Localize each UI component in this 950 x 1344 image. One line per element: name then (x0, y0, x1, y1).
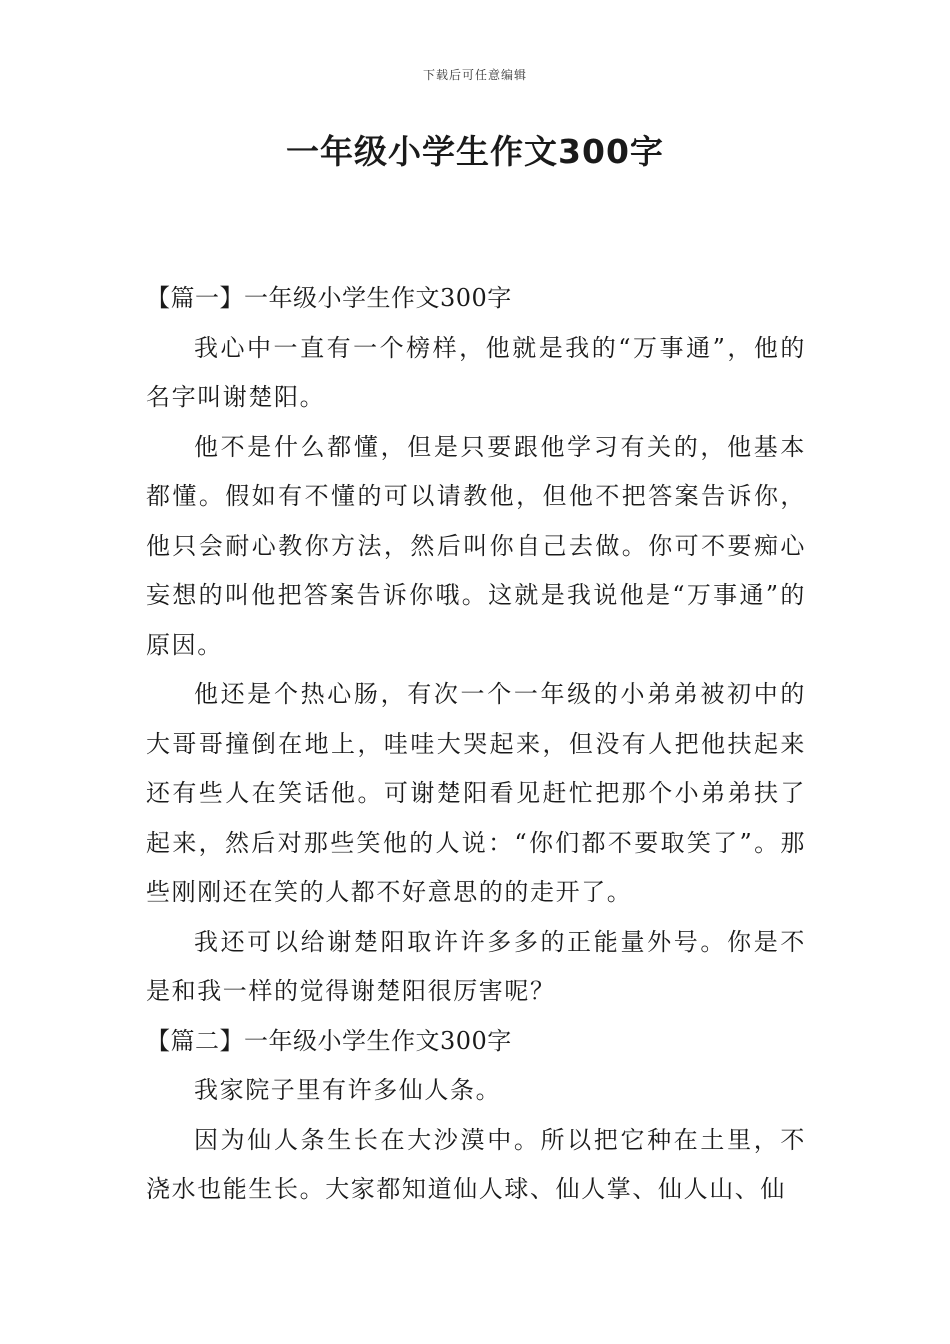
document-title: 一年级小学生作文300字 (286, 132, 664, 171)
document-body (146, 274, 806, 1215)
paragraph: 他不是什么都懂，但是只要跟他学习有关的，他基本都懂。假如有不懂的可以请教他，但他不把答案告诉你，他只会耐心教你方法，然后叫你自己去做。你可不要痴心妄想的叫他把答案告诉你哦。这就是我说他是“万事通”的原因。 (146, 432, 806, 659)
header-note: 下载后可任意编辑 (422, 68, 527, 82)
paragraph: 我家院子里有许多仙人条。 (194, 1076, 502, 1104)
paragraph: 我还可以给谢楚阳取许许多多的正能量外号。你是不是和我一样的觉得谢楚阳很厉害呢？ (146, 927, 806, 1005)
section-heading-2: 【篇二】一年级小学生作文300字 (146, 1026, 512, 1055)
section-heading-1: 【篇一】一年级小学生作文300字 (146, 284, 512, 312)
paragraph: 我心中一直有一个榜样，他就是我的“万事通”，他的名字叫谢楚阳。 (146, 333, 806, 411)
paragraph: 他还是个热心肠，有次一个一年级的小弟弟被初中的大哥哥撞倒在地上，哇哇大哭起来，但没有人把他扶起来还有些人在笑话他。可谢楚阳看见赶忙把那个小弟弟扶了起来，然后对那些笑他的人说：“你们都不要取笑了”。那些刚刚还在笑的人都不好意思的的走开了。 (146, 680, 806, 906)
paragraph: 因为仙人条生长在大沙漠中。所以把它种在土里，不浇水也能生长。大家都知道仙人球、仙人掌、仙人山、仙 (146, 1125, 806, 1203)
